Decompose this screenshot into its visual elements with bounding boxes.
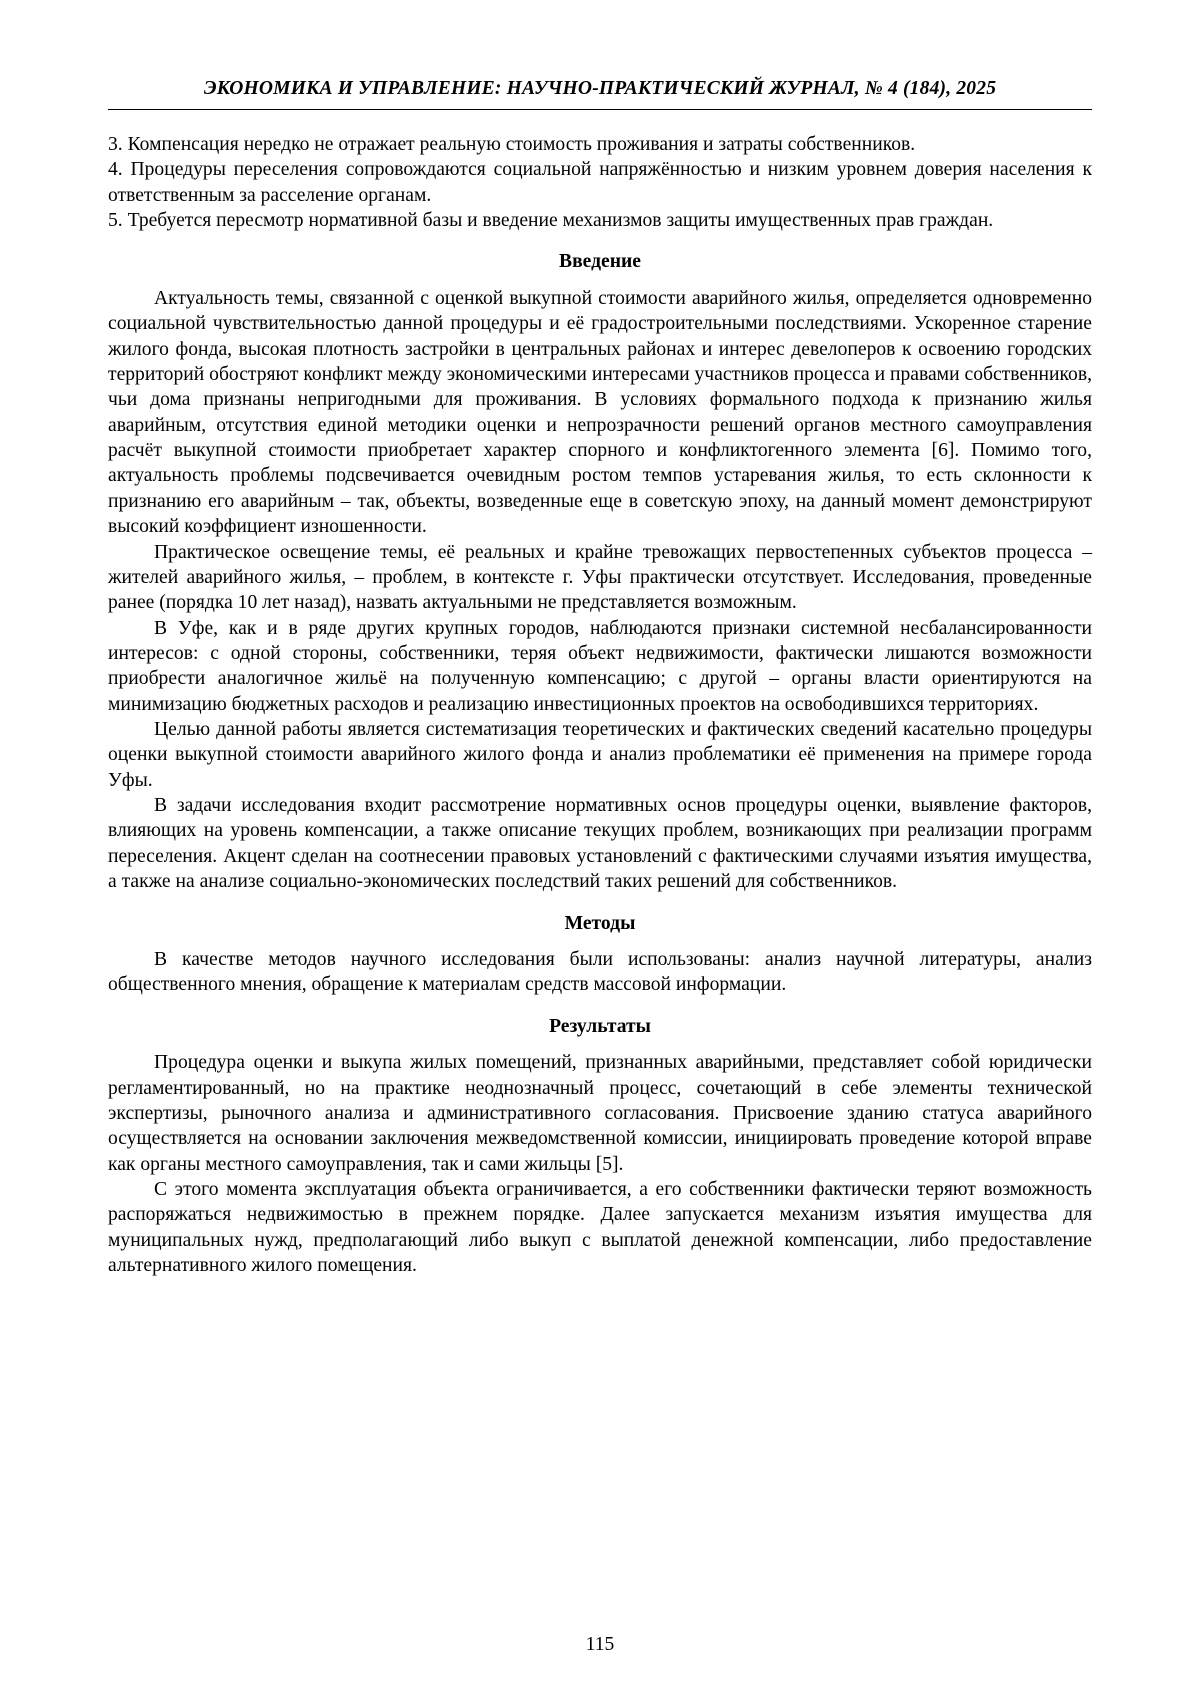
section-heading-introduction: Введение <box>559 251 641 273</box>
paragraph: Целью данной работы является систематизация теоретических и фактических сведений касательно процедуры оценки выкупной стоимости аварийного жилого фонда и анализ проблематики её применения на примере города Уфы. <box>108 719 1092 791</box>
paragraph: С этого момента эксплуатация объекта ограничивается, а его собственники фактически теряют возможность распоряжаться недвижимостью в прежнем порядке. Далее запускается механизм изъятия имущества для муниципальных нужд, предполагающий либо выкуп с выплатой денежной компенсации, либо предоставление альтернативного жилого помещения. <box>108 1179 1092 1277</box>
page-number: 115 <box>585 1634 615 1655</box>
list-item: 5. Требуется пересмотр нормативной базы и введение механизмов защиты имущественных прав граждан. <box>108 210 994 232</box>
numbered-list <box>108 132 1092 233</box>
running-head: ЭКОНОМИКА И УПРАВЛЕНИЕ: НАУЧНО-ПРАКТИЧЕСКИЙ ЖУРНАЛ, № 4 (184), 2025 <box>108 78 1092 110</box>
paragraph: В задачи исследования входит рассмотрение нормативных основ процедуры оценки, выявление факторов, влияющих на уровень компенсации, а также описание текущих проблем, возникающих при реализации программ переселения. Акцент сделан на соотнесении правовых установлений с фактическими случаями изъятия имущества, а также на анализе социально-экономических последствий таких решений для собственников. <box>108 795 1092 893</box>
paragraph: Актуальность темы, связанной с оценкой выкупной стоимости аварийного жилья, определяется одновременно социальной чувствительностью данной процедуры и её градостроительными последствиями. Ускоренное старение жилого фонда, высокая плотность застройки в центральных районах и интерес девелоперов к освоению городских территорий обостряют конфликт между экономическими интересами участников процесса и правами собственников, чьи дома признаны непригодными для проживания. В условиях формального подхода к признанию жилья аварийным, отсутствия единой методики оценки и непрозрачности решений органов местного самоуправления расчёт выкупной стоимости приобретает характер спорного и конфликтогенного элемента [6]. Помимо того, актуальность проблемы подсвечивается очевидным ростом темпов устаревания жилья, то есть склонности к признанию его аварийным – так, объекты, возведенные еще в советскую эпоху, на данный момент демонстрируют высокий коэффициент изношенности. <box>108 287 1092 538</box>
section-body-results <box>108 1050 1092 1278</box>
paragraph: Процедура оценки и выкупа жилых помещений, признанных аварийными, представляет собой юридически регламентированный, но на практике неоднозначный процесс, сочетающий в себе элементы технической экспертизы, рыночного анализа и административного согласования. Присвоение зданию статуса аварийного осуществляется на основании заключения межведомственной комиссии, инициировать проведение которой вправе как органы местного самоуправления, так и сами жильцы [5]. <box>108 1052 1092 1175</box>
section-body-introduction <box>108 286 1092 895</box>
paragraph: Практическое освещение темы, её реальных и крайне тревожащих первостепенных субъектов процесса – жителей аварийного жилья, – проблем, в контексте г. Уфы практически отсутствует. Исследования, проведенные ранее (порядка 10 лет назад), назвать актуальными не представляется возможным. <box>108 541 1092 614</box>
section-body-methods <box>108 947 1092 998</box>
section-heading-methods: Методы <box>564 912 636 934</box>
list-item: 4. Процедуры переселения сопровождаются социальной напряжённостью и низким уровнем доверия населения к ответственным за расселение органам. <box>108 159 1092 206</box>
section-heading-results: Результаты <box>549 1015 651 1037</box>
paragraph: В Уфе, как и в ряде других крупных городов, наблюдаются признаки системной несбалансированности интересов: с одной стороны, собственники, теряя объект недвижимости, фактически лишаются возможности приобрести аналогичное жильё на полученную компенсацию; с другой – органы власти ориентируются на минимизацию бюджетных расходов и реализацию инвестиционных проектов на освободившихся территориях. <box>108 617 1092 715</box>
list-item: 3. Компенсация нередко не отражает реальную стоимость проживания и затраты собственников. <box>108 134 916 155</box>
paragraph: В качестве методов научного исследования были использованы: анализ научной литературы, анализ общественного мнения, обращение к материалам средств массовой информации. <box>108 949 1092 996</box>
